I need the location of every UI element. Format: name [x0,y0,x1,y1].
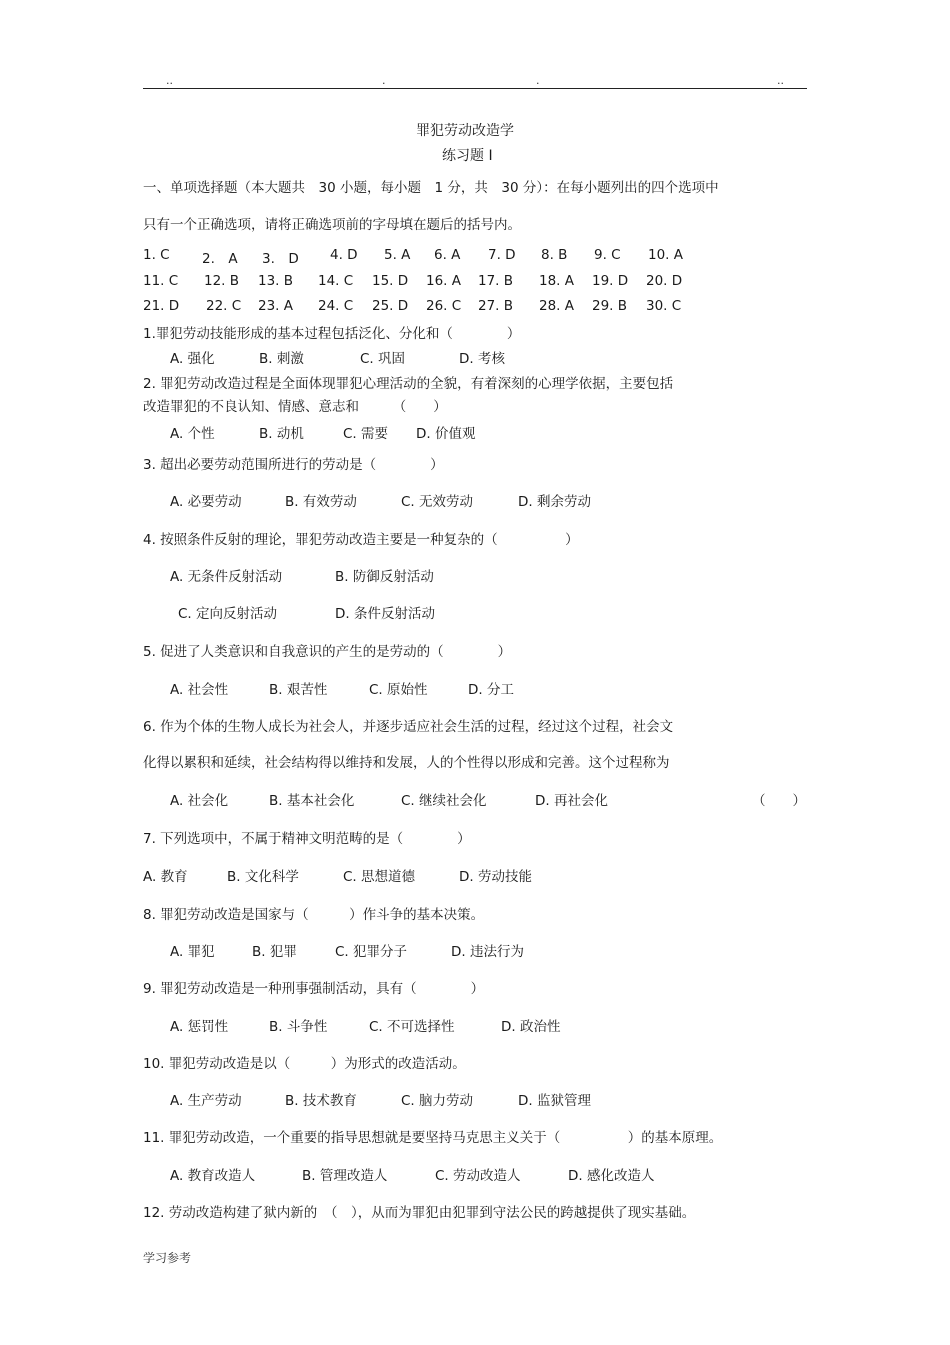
option: B. 有效劳动 [285,494,357,510]
option: A. 必要劳动 [170,494,242,510]
answer-item: 1. C [143,247,170,263]
option: A. 罪犯 [170,944,215,960]
option: C. 需要 [343,426,389,442]
option: A. 惩罚性 [170,1019,229,1035]
answer-item: 4. D [330,247,358,263]
option: D. 考核 [459,351,505,367]
option: C. 定向反射活动 [178,606,278,622]
answer-item: 10. A [648,247,683,263]
footer-text: 学习参考 [143,1251,192,1265]
option: D. 再社会化 [535,793,608,809]
option: B. 防御反射活动 [335,569,434,585]
question-text: 改造罪犯的不良认知、情感、意志和 （ ） [143,399,447,415]
answer-item: 6. A [434,247,461,263]
option: A. 社会化 [170,793,229,809]
option: D. 感化改造人 [568,1168,655,1184]
answer-parenthesis: （ ） [752,793,806,809]
answer-item: 25. D [372,298,409,314]
instructions-line: 只有一个正确选项，请将正确选项前的字母填在题后的括号内。 [143,217,521,233]
answer-item: 2. A [202,251,238,267]
header-mark: .. [777,74,784,87]
answer-item: 9. C [594,247,621,263]
option: D. 违法行为 [451,944,524,960]
option: C. 不可选择性 [369,1019,455,1035]
header-rule [143,88,807,89]
question-text: 6. 作为个体的生物人成长为社会人，并逐步适应社会生活的过程，经过这个过程，社会文 [143,719,674,735]
question-text: 7. 下列选项中，不属于精神文明范畴的是（ ） [143,831,471,847]
answer-item: 18. A [539,273,574,289]
answer-item: 8. B [541,247,568,263]
option: C. 劳动改造人 [435,1168,521,1184]
answer-item: 21. D [143,298,180,314]
option: A. 生产劳动 [170,1093,242,1109]
question-text: 3. 超出必要劳动范围所进行的劳动是（ ） [143,457,444,473]
answer-item: 15. D [372,273,409,289]
answer-item: 22. C [206,298,242,314]
answer-item: 30. C [646,298,682,314]
document-title: 罪犯劳动改造学 [416,123,514,139]
option: A. 无条件反射活动 [170,569,283,585]
header-mark: . [536,74,540,87]
answer-item: 16. A [426,273,461,289]
option: C. 思想道德 [343,869,416,885]
option: B. 基本社会化 [269,793,355,809]
option: D. 政治性 [501,1019,561,1035]
option: B. 犯罪 [252,944,297,960]
answer-item: 3. D [262,251,299,267]
option: C. 巩固 [360,351,406,367]
answer-item: 24. C [318,298,354,314]
instructions-line: 一、单项选择题（本大题共 30 小题，每小题 1 分，共 30 分）：在每小题列出的四个选项中 [143,180,719,196]
option: A. 社会性 [170,682,229,698]
option: A. 强化 [170,351,215,367]
option: D. 劳动技能 [459,869,532,885]
answer-item: 26. C [426,298,462,314]
option: A. 教育 [143,869,188,885]
option: C. 原始性 [369,682,428,698]
answer-item: 12. B [204,273,240,289]
document-subtitle: 练习题 I [442,148,493,164]
question-text: 1.罪犯劳动技能形成的基本过程包括泛化、分化和（ ） [143,326,521,342]
option: B. 斗争性 [269,1019,328,1035]
answer-item: 19. D [592,273,629,289]
answer-item: 7. D [488,247,516,263]
option: B. 动机 [259,426,304,442]
option: B. 文化科学 [227,869,299,885]
option: B. 刺激 [259,351,304,367]
question-text: 2. 罪犯劳动改造过程是全面体现罪犯心理活动的全貌，有着深刻的心理学依据，主要包括 [143,376,674,392]
answer-item: 5. A [384,247,411,263]
answer-item: 28. A [539,298,574,314]
answer-item: 13. B [258,273,294,289]
question-text: 11. 罪犯劳动改造，一个重要的指导思想就是要坚持马克思主义关于（ ）的基本原理。 [143,1130,723,1146]
option: B. 技术教育 [285,1093,357,1109]
option: B. 管理改造人 [302,1168,388,1184]
answer-item: 17. B [478,273,514,289]
question-text: 8. 罪犯劳动改造是国家与（ ）作斗争的基本决策。 [143,907,485,923]
option: A. 个性 [170,426,215,442]
question-text: 5. 促进了人类意识和自我意识的产生的是劳动的（ ） [143,644,512,660]
answer-item: 11. C [143,273,179,289]
option: D. 条件反射活动 [335,606,435,622]
question-text: 10. 罪犯劳动改造是以（ ）为形式的改造活动。 [143,1056,466,1072]
option: D. 分工 [468,682,514,698]
question-text: 化得以累积和延续，社会结构得以维持和发展，人的个性得以形成和完善。这个过程称为 [143,755,670,771]
question-text: 4. 按照条件反射的理论，罪犯劳动改造主要是一种复杂的（ ） [143,532,579,548]
option: B. 艰苦性 [269,682,328,698]
answer-item: 27. B [478,298,514,314]
option: A. 教育改造人 [170,1168,256,1184]
header-mark: .. [166,74,173,87]
answer-item: 20. D [646,273,683,289]
header-mark: . [382,74,386,87]
option: C. 继续社会化 [401,793,487,809]
option: C. 无效劳动 [401,494,474,510]
question-text: 9. 罪犯劳动改造是一种刑事强制活动，具有（ ） [143,981,485,997]
option: D. 剩余劳动 [518,494,591,510]
option: D. 监狱管理 [518,1093,591,1109]
answer-item: 14. C [318,273,354,289]
option: D. 价值观 [416,426,476,442]
answer-item: 23. A [258,298,293,314]
option: C. 脑力劳动 [401,1093,474,1109]
question-text: 12. 劳动改造构建了狱内新的 （ ），从而为罪犯由犯罪到守法公民的跨越提供了现实基础。 [143,1205,696,1221]
answer-item: 29. B [592,298,628,314]
option: C. 犯罪分子 [335,944,408,960]
